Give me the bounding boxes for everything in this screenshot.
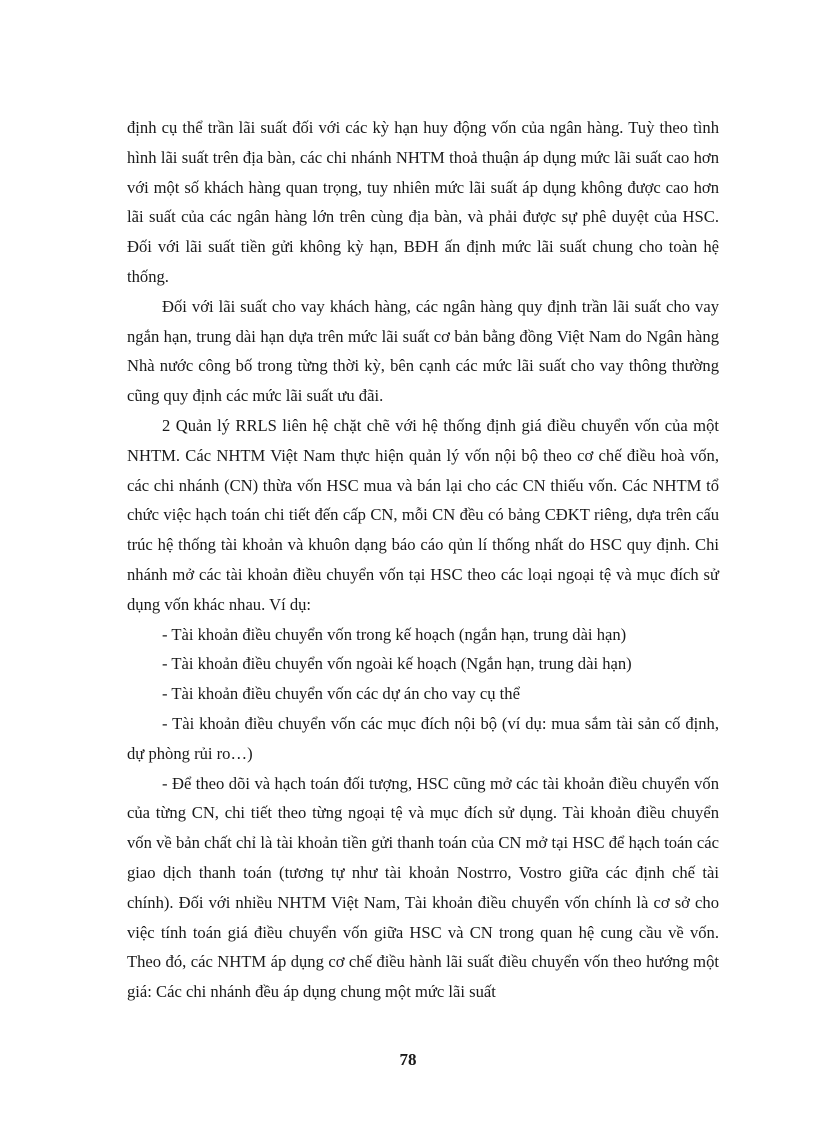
list-item: - Tài khoản điều chuyển vốn ngoài kế hoạch (Ngắn hạn, trung dài hạn) (162, 654, 632, 674)
list-item: - Để theo dõi và hạch toán đối tượng, HSC cũng mở các tài khoản điều chuyển vốn của từng CN, chi tiết theo từng ngoại tệ và mục đích sử dụng. Tài khoản điều chuyển vốn về bản chất chỉ là tài khoản tiền gửi thanh toán của CN mở tại HSC để hạch toán các giao dịch thanh toán (tương tự như tài khoản Nostrro, Vostro giữa các định chế tài chính). Đối với nhiều NHTM Việt Nam, Tài khoản điều chuyển vốn chính là cơ sở cho việc tính toán giá điều chuyển vốn giữa HSC và CN trong quan hệ cung cầu về vốn. Theo đó, các NHTM áp dụng cơ chế điều hành lãi suất điều chuyển vốn theo hướng một giá: Các chi nhánh đều áp dụng chung một mức lãi suất (127, 773, 719, 1002)
paragraph-transfer-pricing: 2 Quản lý RRLS liên hệ chặt chẽ với hệ thống định giá điều chuyển vốn của một NHTM. Các NHTM Việt Nam thực hiện quản lý vốn nội bộ theo cơ chế điều hoà vốn, các chi nhánh (CN) thừa vốn HSC mua và bán lại cho các CN thiếu vốn. Các NHTM tổ chức việc hạch toán chi tiết đến cấp CN, mỗi CN đều có bảng CĐKT riêng, dựa trên cấu trúc hệ thống tài khoản và khuôn dạng báo cáo qủn lí thống nhất do HSC quy định. Chi nhánh mở các tài khoản điều chuyển vốn tại HSC theo các loại ngoại tệ và mục đích sử dụng vốn khác nhau. Ví dụ: (127, 415, 719, 614)
document-body (127, 113, 719, 1007)
paragraph-continuation: định cụ thể trần lãi suất đối với các kỳ hạn huy động vốn của ngân hàng. Tuỳ theo tình hình lãi suất trên địa bàn, các chi nhánh NHTM thoả thuận áp dụng mức lãi suất cao hơn với một số khách hàng quan trọng, tuy nhiên mức lãi suất áp dụng không được cao hơn lãi suất của các ngân hàng lớn trên cùng địa bàn, và phải được sự phê duyệt của HSC. Đối với lãi suất tiền gửi không kỳ hạn, BĐH ấn định mức lãi suất chung cho toàn hệ thống. (127, 118, 719, 286)
page-number: 78 (399, 1050, 417, 1069)
list-item: - Tài khoản điều chuyển vốn trong kế hoạch (ngắn hạn, trung dài hạn) (162, 624, 627, 644)
list-item: - Tài khoản điều chuyển vốn các dự án cho vay cụ thể (162, 684, 520, 704)
list-item: - Tài khoản điều chuyển vốn các mục đích nội bộ (ví dụ: mua sắm tài sản cố định, dự phòng rủi ro…) (127, 713, 719, 763)
paragraph-loan-rates: Đối với lãi suất cho vay khách hàng, các ngân hàng quy định trần lãi suất cho vay ngắn hạn, trung dài hạn dựa trên mức lãi suất cơ bản bằng đồng Việt Nam do Ngân hàng Nhà nước công bố trong từng thời kỳ, bên cạnh các mức lãi suất cho vay thông thường cũng quy định các mức lãi suất ưu đãi. (127, 296, 719, 406)
